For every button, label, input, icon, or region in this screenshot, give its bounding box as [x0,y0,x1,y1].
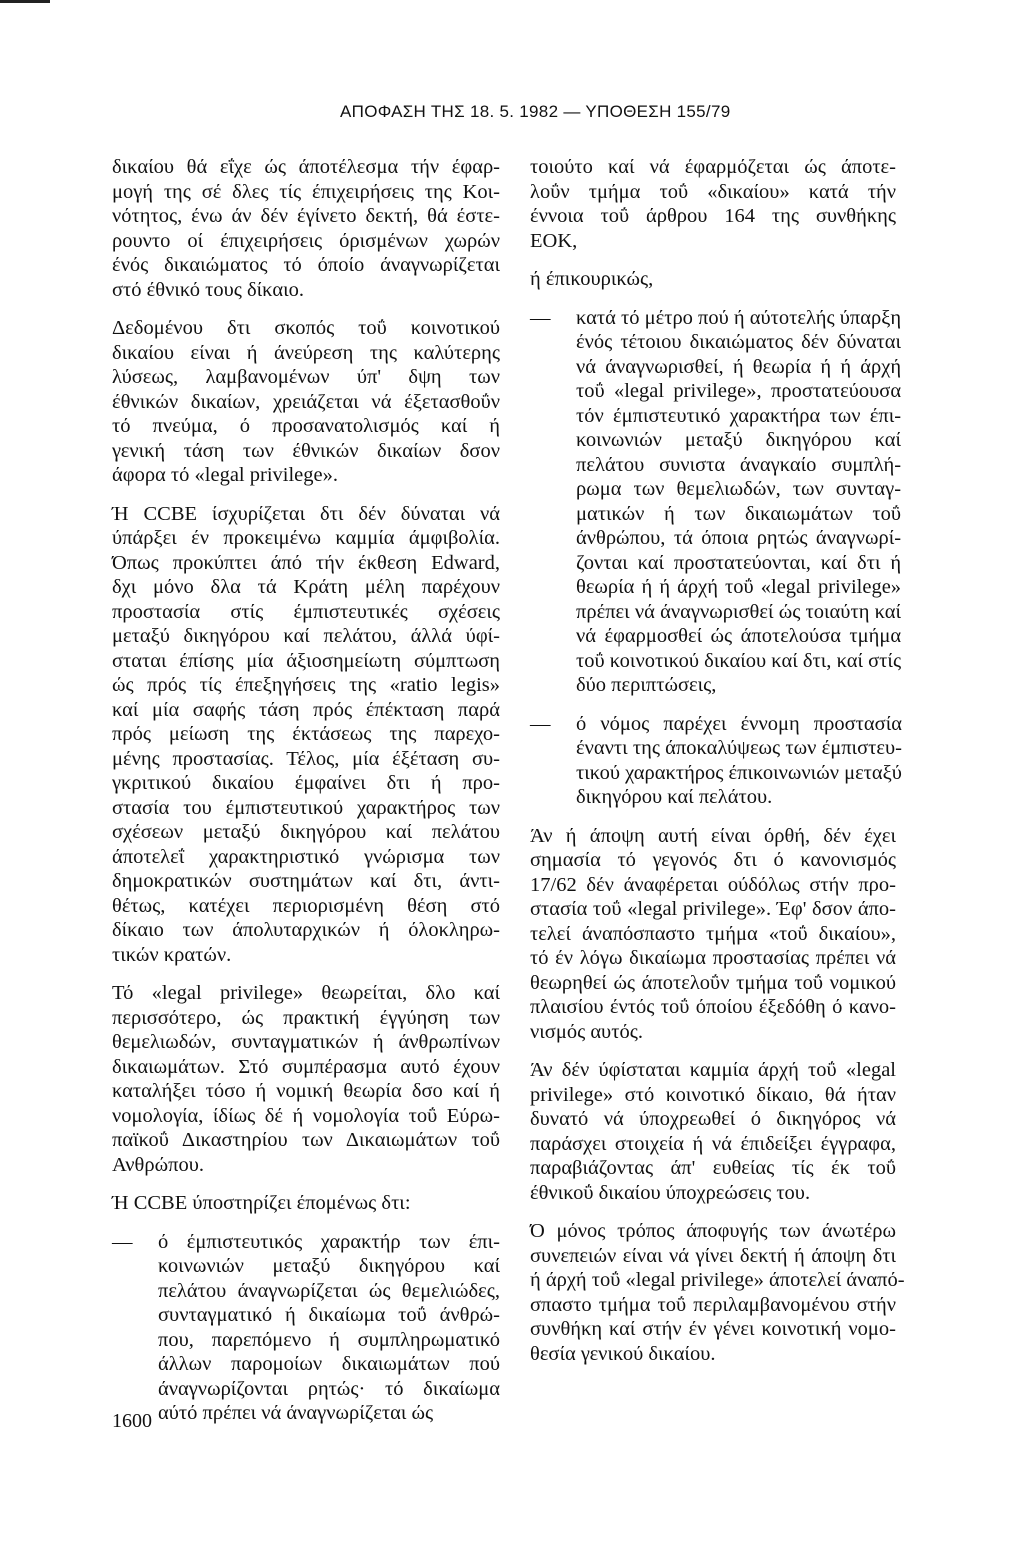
text-line: δύο περιπτώσεις, [576,674,717,696]
left-paragraph-2 [112,316,500,488]
right-column [530,155,905,1380]
text-line: περισσότερο, ώς πρακτική έγγύηση των [112,1006,500,1029]
text-line: τοΰ κοινοτικού δικαίου καί δτι, καί στίς [576,649,902,672]
dash-marker: — [530,712,551,735]
text-line: λύσεως, λαμβανομένων ύπ' δψη των [112,366,500,388]
text-line: ένός δικαιώματος τό όποίο άναγνωρίζεται [112,254,500,276]
text-line: ή άρχή τοΰ «legal privilege» άποτελεί άναπό- [530,1269,905,1291]
text-line: 17/62 δέν άναφέρεται ούδόλως στήν προ- [530,873,896,896]
text-line: μογή της σέ δλες τίς έπιχειρήσεις της Κοι- [112,180,500,203]
right-dash-item-2 [530,712,902,810]
text-line: ΕΟΚ, [530,229,578,252]
text-line: στό έθνικό τους δίκαιο. [112,278,304,301]
text-line: ύπάρξει έν προκειμένω καμμία άμφιβολία. [112,527,500,549]
text-line: που, παρεπόμενο ή συμπληρωματικό [158,1328,500,1351]
running-header: ΑΠΟΦΑΣΗ ΤΗΣ 18. 5. 1982 — ΥΠΟΘΕΣΗ 155/79 [340,102,731,121]
text-line: πλαισίου έντός τοΰ όποίου έξεδόθη ό κανο- [530,996,896,1018]
text-line: γενική τάση των έθνικών δικαίων δσον [112,439,500,462]
text-line: άναγνωρίζονται ρητώς· τό δικαίωμα [158,1377,500,1400]
text-line: privilege» στό κοινοτικό δίκαιο, θά ήταν [530,1083,896,1106]
text-line: δημοκρατικών συστημάτων καί δτι, άντι- [112,870,500,892]
text-line: ό νόμος παρέχει έννομη προστασία [576,712,902,735]
text-line: δίκαιο των άπολυταρχικών ή όλοκληρω- [112,919,500,941]
text-line: πρέπει νά άναγνωρισθεί ώς τοιαύτη καί [576,600,902,623]
text-line: νισμός αυτός. [530,1020,643,1043]
text-line: πελάτου συνιστα άναγκαίο συμπλή- [576,453,902,476]
dash-item-text [576,712,902,810]
text-line: Ή CCBE ίσχυρίζεται δτι δέν δύναται νά [112,502,500,525]
text-line: παράσχει στοιχεία ή νά έπιδείξει έγγραφα, [530,1132,896,1155]
text-line: παϊκοΰ Δικαστηρίου των Δικαιωμάτων τοΰ [112,1129,500,1151]
text-line: θεσία γενικού δικαίου. [530,1342,716,1365]
text-line: δικαιωμάτων. Στό συμπέρασμα αυτό έχουν [112,1055,500,1078]
text-line: ματικών ή των δικαιωμάτων τοΰ [576,502,902,525]
dash-item-text [158,1230,500,1426]
text-line: μένης προστασίας. Τέλος, μία έξέταση συ- [112,747,500,770]
right-paragraph-4 [530,1058,896,1205]
text-line: δικαίου είναι ή άνεύρεση της καλύτερης [112,341,500,364]
text-line: δικηγόρου καί πελάτου. [576,786,773,808]
text-line: θεμελιωδών, συνταγματικών ή άνθρωπίνων [112,1031,500,1053]
text-line: άνθρώπου, τά όποια ρητώς άναγνωρί- [576,527,902,549]
dash-marker: — [530,306,551,329]
text-line: Τό «legal privilege» θεωρείται, δλο καί [112,982,500,1004]
text-line: ρουντο οί έπιχειρήσεις όρισμένων χωρών [112,229,500,252]
text-line: γκριτικού δικαίου έμφαίνει δτι ή προ- [112,772,500,794]
text-line: τοιούτο καί νά έφαρμόζεται ώς άποτε- [530,156,896,178]
text-line: έναντι της άποκαλύψεως των έμπιστευ- [576,737,902,759]
text-line: άφορα τό «legal privilege». [112,464,338,486]
text-line: σπαστο τμήμα τοΰ περιλαμβανομένου στήν [530,1293,896,1316]
text-line: αύτό πρέπει νά άναγνωρίζεται ώς [158,1402,434,1424]
text-line: κοινωνιών μεταξύ δικηγόρου καί [158,1255,500,1277]
text-line: καί μία σαφής τάση πρός έπέκταση παρά [112,698,500,721]
text-line: πρός μείωση της έκτάσεως της παρεχο- [112,723,500,745]
text-line: συνταγματικό ή δικαίωμα τοΰ άνθρώ- [158,1304,500,1326]
text-line: ό έμπιστευτικός χαρακτήρ των έπι- [158,1230,500,1253]
text-line: Ό μόνος τρόπος άποφυγής των άνωτέρω [530,1220,896,1242]
text-line: Ή CCBE ύποστηρίζει έπομένως δτι: [112,1192,411,1214]
text-line: έθνικοΰ δικαίου ύποχρεώσεις του. [530,1181,811,1204]
text-line: συνθήκη καί στήν έν γένει κοινοτική νομο- [530,1318,896,1340]
right-paragraph-2 [530,267,896,292]
dash-marker: — [112,1230,133,1253]
text-line: τελεί άναπόσπαστο τμήμα «τοΰ δικαίου», [530,922,896,945]
text-line: συνεπειών είναι νά γίνει δεκτή ή άποψη δτι [530,1244,896,1267]
right-dash-item-1 [530,306,902,698]
text-line: τό πνεύμα, ό προσανατολισμός καί ή [112,415,500,437]
text-line: δυνατό νά ύποχρεωθεί ό δικηγόρος νά [530,1108,896,1130]
right-paragraph-1 [530,155,896,253]
left-paragraph-5 [112,1191,500,1216]
text-line: κοινωνιών μεταξύ δικηγόρου καί [576,429,902,451]
text-line: Όπως προκύπτει άπό τήν έκθεση Edward, [112,551,500,574]
text-line: παραβιάζοντας άπ' ευθείας τίς έκ τοΰ [530,1157,896,1179]
text-line: θεωρηθεί ώς άποτελοΰν τμήμα τοΰ νομικού [530,971,896,994]
text-line: νότητος, ένω άν δέν έγίνετο δεκτή, θά έστε- [112,205,500,227]
text-line: στασία τοΰ «legal privilege». Έφ' δσον άπο- [530,898,896,920]
text-line: Άν δέν ύφίσταται καμμία άρχή τοΰ «legal [530,1059,896,1081]
scan-edge-mark [0,0,50,3]
text-line: έννοια τοΰ άρθρου 164 της συνθήκης [530,205,896,227]
text-line: δχι μόνο δλα τά Κράτη μέλη παρέχουν [112,576,500,598]
text-line: Δεδομένου δτι σκοπός τοΰ κοινοτικού [112,317,500,339]
text-line: τόν έμπιστευτικό χαρακτήρα των έπι- [576,404,902,427]
page-number: 1600 [112,1410,152,1432]
left-paragraph-3 [112,502,500,968]
text-line: προστασία στίς έμπιστευτικές σχέσεις [112,600,500,623]
dash-item-text [576,306,901,698]
text-line: άλλων παρομοίων δικαιωμάτων πού [158,1353,500,1375]
text-line: νά έφαρμοσθεί ώς άποτελούσα τμήμα [576,625,902,647]
text-line: σημασία τό γεγονός δτι ό κανονισμός [530,849,896,871]
left-paragraph-4 [112,981,500,1177]
text-line: πελάτου άναγνωρίζεται ώς θεμελιώδες, [158,1279,500,1302]
text-line: άποτελεΐ χαρακτηριστικό γνώρισμα των [112,845,500,868]
text-line: ρωμα των θεμελιωδών, των συνταγ- [576,478,902,500]
text-line: ένός τέτοιου δικαιώματος δέν δύναται [576,331,902,353]
text-line: στασία του έμπιστευτικού χαρακτήρος των [112,796,500,819]
text-line: τό έν λόγω δικαίωμα προστασίας πρέπει νά [530,947,896,969]
right-paragraph-5 [530,1219,905,1366]
text-line: σχέσεων μεταξύ δικηγόρου καί πελάτου [112,821,500,843]
text-line: μεταξύ δικηγόρου καί πελάτου, άλλά ύφί- [112,625,500,647]
text-line: Άν ή άποψη αυτή είναι όρθή, δέν έχει [530,824,896,847]
text-line: ή έπικουρικώς, [530,268,654,290]
text-line: νά άναγνωρισθεί, ή θεωρία ή ή άρχή [576,355,902,378]
left-dash-item-1 [112,1230,500,1426]
text-line: θέτως, κατέχει περιορισμένη θέση στό [112,894,500,917]
left-paragraph-1 [112,155,500,302]
text-line: δικαίου θά εΐχε ώς άποτέλεσμα τήν έφαρ- [112,156,500,178]
text-line: σταται έπίσης μία άξιοσημείωτη σύμπτωση [112,649,500,672]
text-line: νομολογία, ίδίως δέ ή νομολογία τοΰ Εύρω- [112,1104,500,1127]
text-line: τικών κρατών. [112,943,232,966]
right-paragraph-3 [530,824,896,1045]
text-line: καταλήξει τόσο ή νομική θεωρία δσο καί ή [112,1080,500,1102]
text-line: ζονται καί προστατεύονται, καί δτι ή [576,551,902,574]
text-line: έθνικών δικαίων, χρειάζεται νά έξετασθοΰν [112,390,500,413]
text-line: Ανθρώπου. [112,1153,204,1176]
text-line: κατά τό μέτρο πού ή αύτοτελής ύπαρξη [576,306,902,329]
text-line: θεωρία ή ή άρχή τοΰ «legal privilege» [576,576,902,598]
left-column [112,155,500,1440]
text-line: ώς πρός τίς έπεξηγήσεις της «ratio legis» [112,674,500,696]
text-line: τικού χαρακτήρος έπικοινωνιών μεταξύ [576,761,902,784]
text-line: λοΰν τμήμα τοΰ «δικαίου» κατά τήν [530,180,896,203]
text-line: τοΰ «legal privilege», προστατεύουσα [576,380,902,402]
